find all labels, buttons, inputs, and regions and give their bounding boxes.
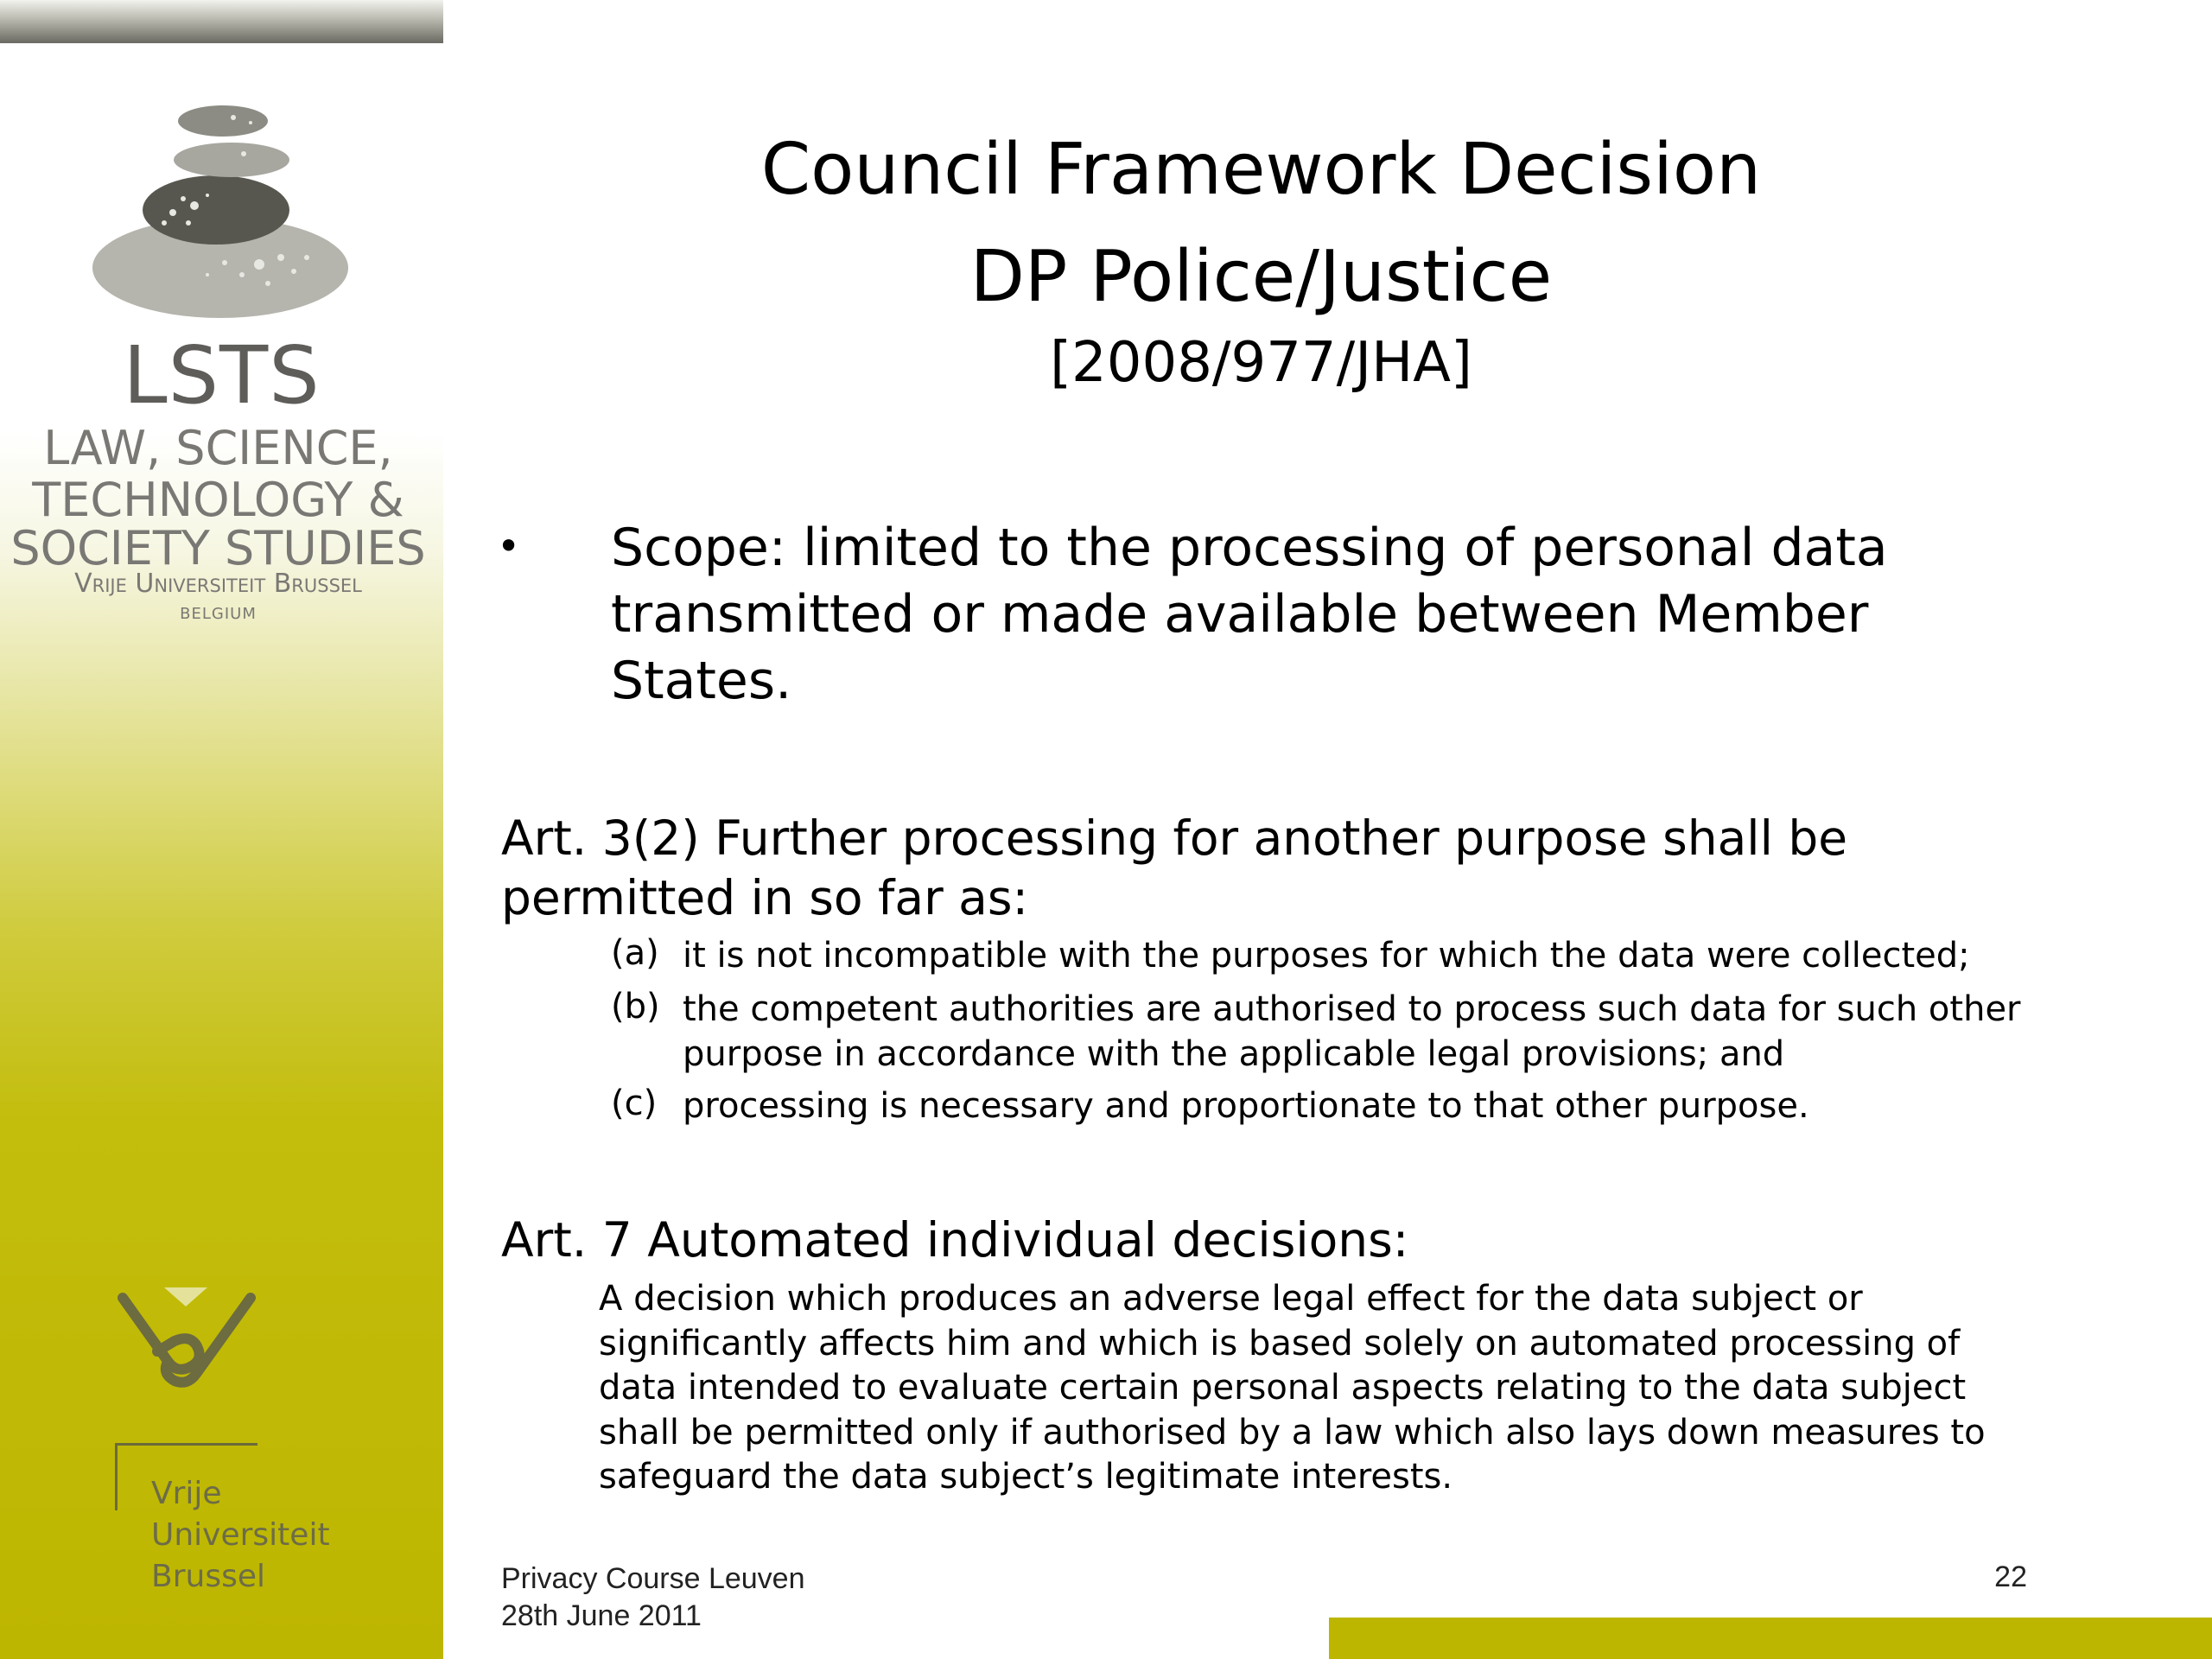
article-3-heading: Art. 3(2) Further processing for another purpose shall be permitted in so far as:	[501, 810, 1848, 925]
article-3-item-text: the competent authorities are authorised to process such data for such other purpose in accordance with the applicable legal provisions; and	[683, 989, 2021, 1074]
vub-wordmark-line: Brussel	[151, 1559, 265, 1594]
lsts-logo-line: SOCIETY STUDIES	[10, 521, 426, 575]
article-3-item-label: (c)	[611, 1084, 658, 1123]
lsts-logo-line: LAW, SCIENCE,	[43, 421, 393, 475]
stacked-stones-logo-icon	[86, 102, 354, 335]
article-3-item-text: processing is necessary and proportionate to that other purpose.	[683, 1086, 1809, 1126]
article-7-heading: Art. 7 Automated individual decisions:	[501, 1212, 1409, 1268]
sidebar-top-bar	[0, 0, 443, 43]
sidebar-panel	[0, 0, 443, 1659]
slide-title: Council Framework Decision	[760, 129, 1762, 211]
vub-wordmark-line: Universiteit	[151, 1517, 330, 1553]
footer-course: Privacy Course Leuven	[501, 1562, 805, 1595]
footer-date: 28th June 2011	[501, 1599, 702, 1632]
slide-reference: [2008/977/JHA]	[1050, 331, 1472, 395]
article-7-body: A decision which produces an adverse legal effect for the data subject or significantly affects him and which is based solely on automated processing of data intended to evaluate certain personal aspects relating to the data subject shall be permitted only if authorised by a law which also lays down measures to safeguard the data subject’s legitimate interests.	[599, 1279, 1986, 1497]
scope-text: Scope: limited to the processing of personal data transmitted or made available between Member States.	[611, 518, 1888, 711]
lsts-university-name: Vrije Universiteit Brussel	[74, 569, 362, 599]
footer-accent-bar	[1329, 1618, 2212, 1659]
vub-wordmark-line: Vrije	[151, 1476, 222, 1511]
page-number: 22	[1994, 1560, 2027, 1593]
slide-subtitle: DP Police/Justice	[969, 236, 1553, 318]
bullet-marker: •	[497, 523, 521, 569]
footer-info	[501, 1560, 805, 1635]
lsts-logo-line: TECHNOLOGY &	[32, 473, 404, 527]
article-3-item-label: (b)	[611, 987, 660, 1027]
lsts-country: BELGIUM	[180, 605, 257, 623]
vub-wordmark	[151, 1473, 330, 1598]
lsts-logo-title: LSTS	[123, 329, 321, 422]
article-3-item-label: (a)	[611, 933, 659, 973]
article-3-item-text: it is not incompatible with the purposes for which the data were collected;	[683, 936, 1970, 976]
vub-emblem-icon	[114, 1287, 261, 1408]
